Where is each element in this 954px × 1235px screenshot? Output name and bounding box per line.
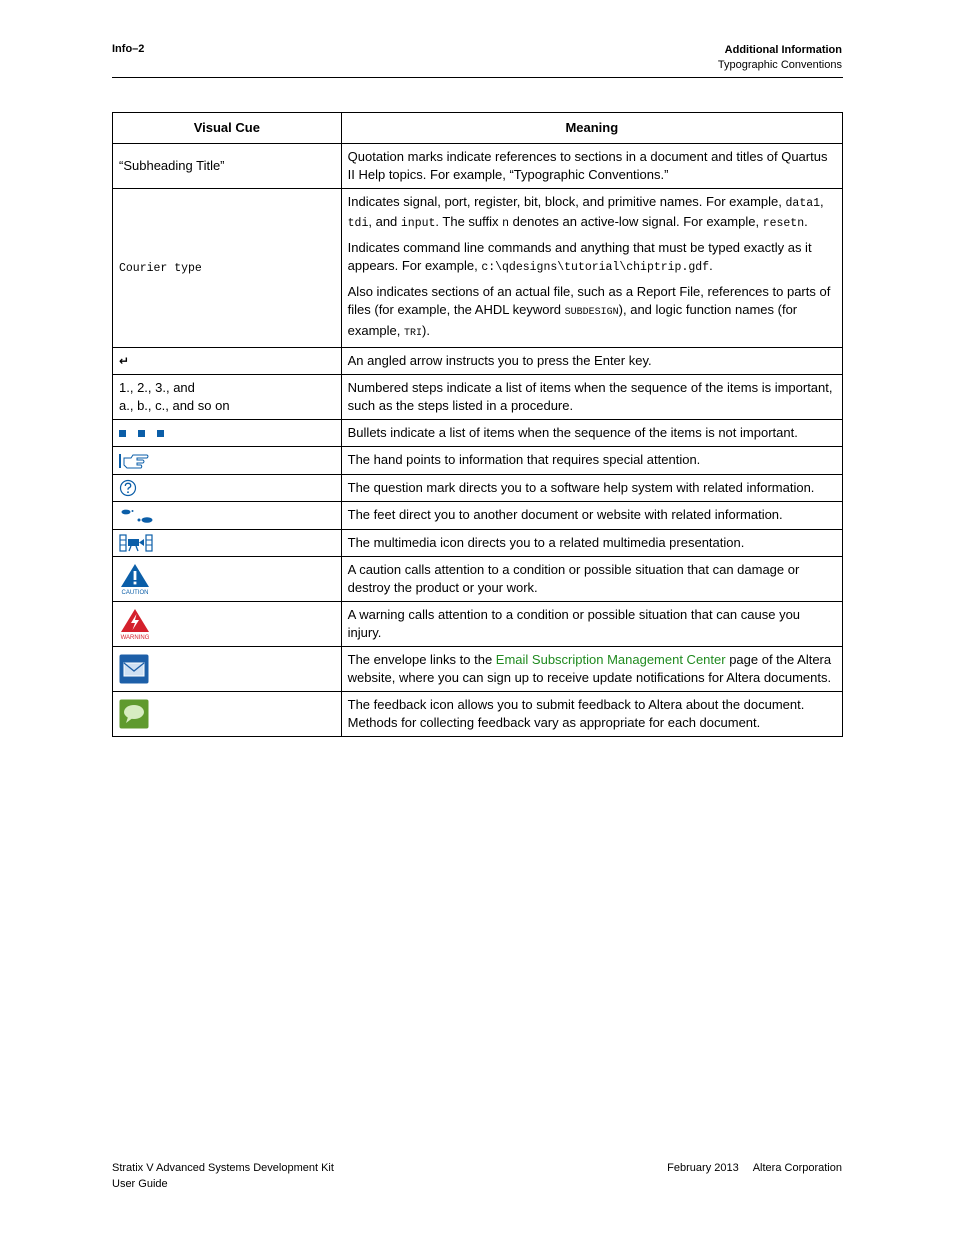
envelope-icon[interactable] — [119, 654, 149, 684]
numbered-cue-line-1: 1., 2., 3., and — [119, 380, 195, 395]
text-run: Indicates signal, port, register, bit, block, and primitive names. For example, — [347, 194, 786, 209]
warning-label: WARNING — [120, 635, 150, 641]
column-header-meaning: Meaning — [341, 113, 842, 144]
meaning-caution: A caution calls attention to a condition or possible situation that can damage or destroy the product or your work. — [341, 557, 842, 602]
text-run: . — [804, 214, 808, 229]
text-run: page of the Altera website, where you can sign up to receive update notifications for Altera documents. — [347, 652, 832, 686]
meaning-question: The question mark directs you to a software help system with related information. — [341, 474, 842, 502]
meaning-warning: A warning calls attention to a condition or possible situation that can cause you injury. — [341, 602, 842, 647]
cue-enter — [113, 348, 342, 375]
table-row — [113, 375, 843, 420]
table-row — [113, 502, 843, 530]
meaning-hand: The hand points to information that requires special attention. — [341, 447, 842, 475]
cue-envelope — [113, 647, 342, 692]
text-run: Indicates command line commands and anything that must be typed exactly as it appears. For example, — [347, 240, 812, 273]
footer-doc-type: User Guide — [112, 1178, 168, 1190]
email-subscription-link[interactable]: Email Subscription Management Center — [495, 652, 726, 668]
cue-caution — [113, 557, 342, 602]
text-run: denotes an active-low signal. For example, — [509, 214, 763, 229]
text-run: Also indicates sections of an actual file, such as a Report File, references to parts of files (for example, the AHDL keyword — [347, 284, 831, 317]
header-divider — [112, 77, 843, 78]
code-run: TRI — [404, 328, 423, 339]
courier-paragraph-1 — [348, 193, 836, 233]
cue-bullets — [113, 420, 342, 447]
code-run: c:\qdesigns\tutorial\chiptrip.gdf — [481, 261, 710, 274]
footer-doc-title: Stratix V Advanced Systems Development Kit — [112, 1162, 334, 1174]
meaning-multimedia: The multimedia icon directs you to a related multimedia presentation. — [341, 529, 842, 557]
cue-numbered — [113, 375, 342, 420]
meaning-bullets: Bullets indicate a list of items when the sequence of the items is not important. — [341, 420, 842, 447]
meaning-feet: The feet direct you to another document or website with related information. — [341, 502, 842, 530]
cue-multimedia — [113, 529, 342, 557]
table-row — [113, 420, 843, 447]
table-row — [113, 647, 843, 692]
caution-triangle-icon — [119, 563, 151, 595]
table-row — [113, 144, 843, 189]
text-run: , and — [368, 214, 401, 229]
cue-subheading: “Subheading Title” — [113, 144, 342, 189]
table-row — [113, 189, 843, 348]
text-run: . The suffix — [435, 214, 503, 229]
footer-publisher — [667, 1160, 842, 1176]
cue-warning — [113, 602, 342, 647]
caution-label: CAUTION — [121, 590, 149, 596]
text-run: ). — [422, 323, 430, 338]
table-row — [113, 529, 843, 557]
feedback-bubble-icon[interactable] — [119, 699, 149, 729]
code-run: SUBDESIGN — [564, 307, 619, 318]
code-run: input — [400, 217, 436, 230]
page-number: Info–2 — [112, 43, 145, 55]
meaning-enter: An angled arrow instructs you to press the Enter key. — [341, 348, 842, 375]
meaning-feedback: The feedback icon allows you to submit feedback to Altera about the document. Methods for collecting feedback vary as appropriate for each document. — [341, 692, 842, 737]
text-run: ), and logic function names (for example, — [347, 302, 798, 338]
cue-feet — [113, 502, 342, 530]
meaning-subheading: Quotation marks indicate references to sections in a document and titles of Quartus II Help topics. For example, “Typographic Conventions.” — [341, 144, 842, 189]
courier-sample: Courier type — [119, 262, 202, 275]
table-row — [113, 692, 843, 737]
bullet-squares-icon — [119, 425, 176, 440]
numbered-cue-line-2: a., b., c., and so on — [119, 398, 230, 413]
footer-company: Altera Corporation — [752, 1162, 842, 1174]
footprints-icon — [119, 507, 155, 525]
code-run: data1 — [785, 197, 821, 210]
courier-paragraph-3 — [348, 283, 836, 343]
table-row — [113, 557, 843, 602]
typographic-conventions-table — [112, 112, 843, 737]
code-run: n — [502, 217, 510, 230]
section-title: Additional Information — [724, 44, 842, 56]
meaning-numbered: Numbered steps indicate a list of items when the sequence of the items is important, such as the steps listed in a procedure. — [341, 375, 842, 420]
table-row — [113, 447, 843, 475]
running-header — [718, 43, 842, 73]
cue-hand — [113, 447, 342, 475]
footer-date: February 2013 — [667, 1162, 739, 1174]
cue-feedback — [113, 692, 342, 737]
table-row — [113, 474, 843, 502]
hand-pointing-icon — [119, 452, 151, 470]
meaning-envelope — [341, 647, 842, 692]
warning-triangle-icon — [119, 608, 151, 640]
footer-document — [112, 1160, 334, 1192]
cue-courier — [113, 189, 342, 348]
enter-arrow-icon: ↵ — [119, 354, 130, 368]
film-camera-icon — [119, 534, 153, 552]
courier-paragraph-2 — [348, 239, 836, 277]
code-run: tdi — [347, 217, 369, 230]
code-run: resetn — [762, 217, 805, 230]
text-run: , — [820, 194, 824, 209]
meaning-courier — [341, 189, 842, 348]
text-run: . — [709, 258, 713, 273]
text-run: The envelope links to the — [347, 652, 496, 668]
column-header-visual-cue: Visual Cue — [113, 113, 342, 144]
cue-question — [113, 474, 342, 502]
table-header-row — [113, 113, 843, 144]
table-row — [113, 348, 843, 375]
section-subtitle: Typographic Conventions — [717, 59, 842, 71]
table-row — [113, 602, 843, 647]
question-mark-icon — [119, 479, 137, 497]
